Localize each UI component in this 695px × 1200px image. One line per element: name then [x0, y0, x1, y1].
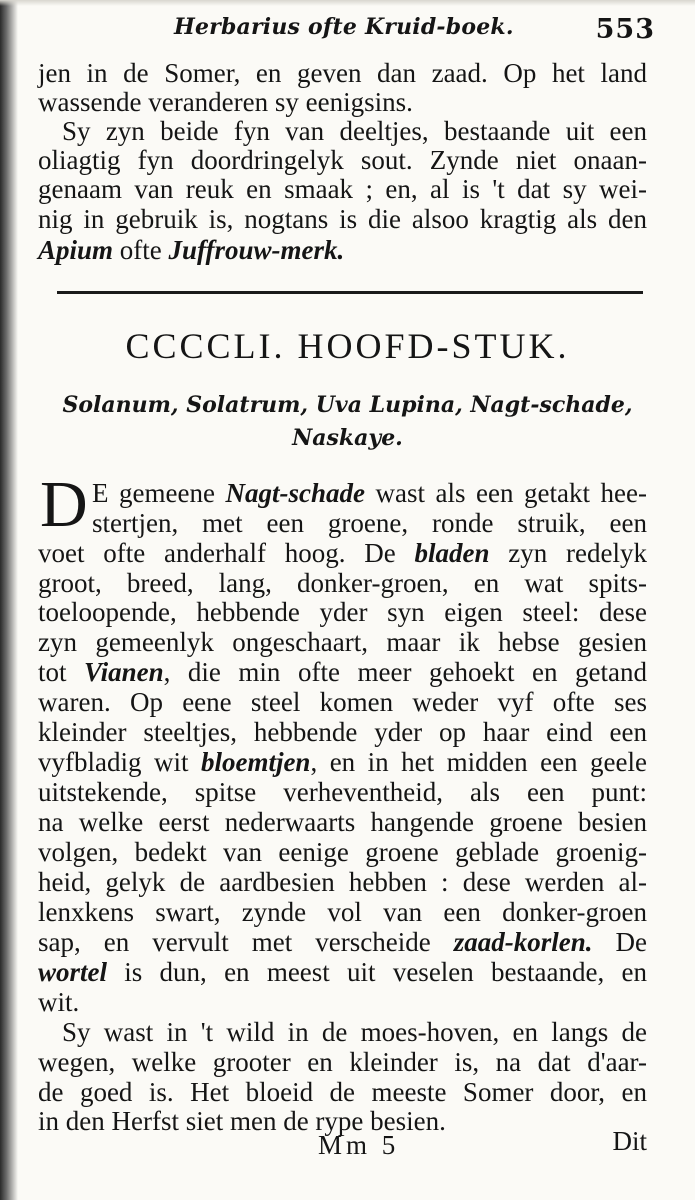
text-run: E gemeene [92, 478, 226, 508]
section-divider [57, 291, 643, 294]
text-line: wegen, welke grooter en kleinder is, na dat d'aar- [38, 1047, 647, 1077]
text-line: groot, breed, lang, donker-groen, en wat spits- [38, 568, 647, 598]
text-run: De [592, 927, 647, 957]
italic-term: bloemtjen [200, 747, 311, 777]
text-run: is dun, en meest uit veselen bestaande, en [107, 957, 647, 987]
text-line: na welke eerst nederwaarts hangende groene besien [38, 807, 647, 837]
text-line: in den Herfst siet men de rype besien. [38, 1106, 446, 1136]
text-run: voet ofte anderhalf hoog. De [38, 538, 415, 568]
text-line [38, 235, 647, 265]
italic-term: zaad-korlen. [453, 927, 593, 957]
text-line: waren. Op eene steel komen weder vyf ofte ses [38, 687, 647, 717]
text-line: heid, gelyk de aardbesien hebben : dese werden al- [38, 867, 647, 897]
drop-cap: D [40, 468, 88, 541]
running-title: Herbarius ofte Kruid-boek. [174, 14, 514, 40]
text-run: , en in het midden een geele [310, 747, 647, 777]
text-line: Sy zyn beide fyn van deeltjes, bestaande uit een [62, 116, 647, 146]
italic-term: Juffrouw-merk. [168, 235, 345, 265]
page-gutter-shadow [0, 0, 18, 1200]
text-line: stertjen, met een groene, ronde struik, een [92, 508, 647, 538]
italic-term: Apium [38, 235, 114, 265]
text-run: , die min ofte meer gehoekt en getand [163, 657, 647, 687]
text-line: wit. [38, 987, 80, 1017]
running-head [40, 10, 655, 50]
text-line: nig in gebruik is, nogtans is die alsoo kragtig als den [38, 204, 647, 234]
text-line: wassende veranderen sy eenigsins. [38, 87, 413, 117]
text-line: jen in de Somer, en geven dan zaad. Op het land [38, 58, 647, 88]
chapter-subtitle: Solanum, Solatrum, Uva Lupina, Nagt-schade, [62, 392, 633, 418]
text-run: tot [38, 657, 85, 687]
text-line: de goed is. Het bloeid de meeste Somer door, en [38, 1077, 647, 1107]
text-line: lenxkens swart, zynde vol van een donker-groen [38, 897, 647, 927]
italic-term: wortel [38, 957, 108, 987]
text-run: sap, en vervult met verscheide [38, 927, 454, 957]
text-line: kleinder steeltjes, hebbende yder op haar eind een [38, 717, 647, 747]
text-line [92, 478, 647, 508]
text-run: zyn redelyk [489, 538, 647, 568]
text-line: toeloopende, hebbende yder syn eigen steel: dese [38, 597, 647, 627]
chapter-heading: CCCCLI. HOOFD-STUK. [125, 326, 570, 366]
text-line [38, 927, 647, 957]
chapter-subtitle: Naskaye. [292, 425, 403, 451]
page-number: 553 [595, 14, 655, 45]
italic-term: bladen [414, 538, 490, 568]
signature-mark: Mm 5 [318, 1130, 400, 1160]
text-line: oliagtig fyn doordringelyk sout. Zynde niet onaan- [38, 145, 647, 175]
catchword: Dit [612, 1126, 647, 1156]
italic-term: Nagt-schade [225, 478, 365, 508]
page-top-shadow [0, 0, 695, 6]
text-run: ofte [113, 235, 169, 265]
text-line: zyn gemeenlyk ongeschaart, maar ik hebse gesien [38, 627, 647, 657]
text-line [38, 657, 647, 687]
text-line: genaam van reuk en smaak ; en, al is 't dat sy wei- [38, 174, 647, 204]
text-line: volgen, bedekt van eenige groene geblade groenig- [38, 837, 647, 867]
text-line: Sy wast in 't wild in de moes-hoven, en langs de [62, 1017, 647, 1047]
italic-term: Vianen [84, 657, 164, 687]
text-line [38, 747, 647, 777]
text-line [38, 538, 647, 568]
text-line: uitstekende, spitse verheventheid, als een punt: [38, 777, 647, 807]
text-line [38, 957, 647, 987]
text-run: vyfbladig wit [38, 747, 201, 777]
text-run: wast als een getakt hee- [364, 478, 647, 508]
